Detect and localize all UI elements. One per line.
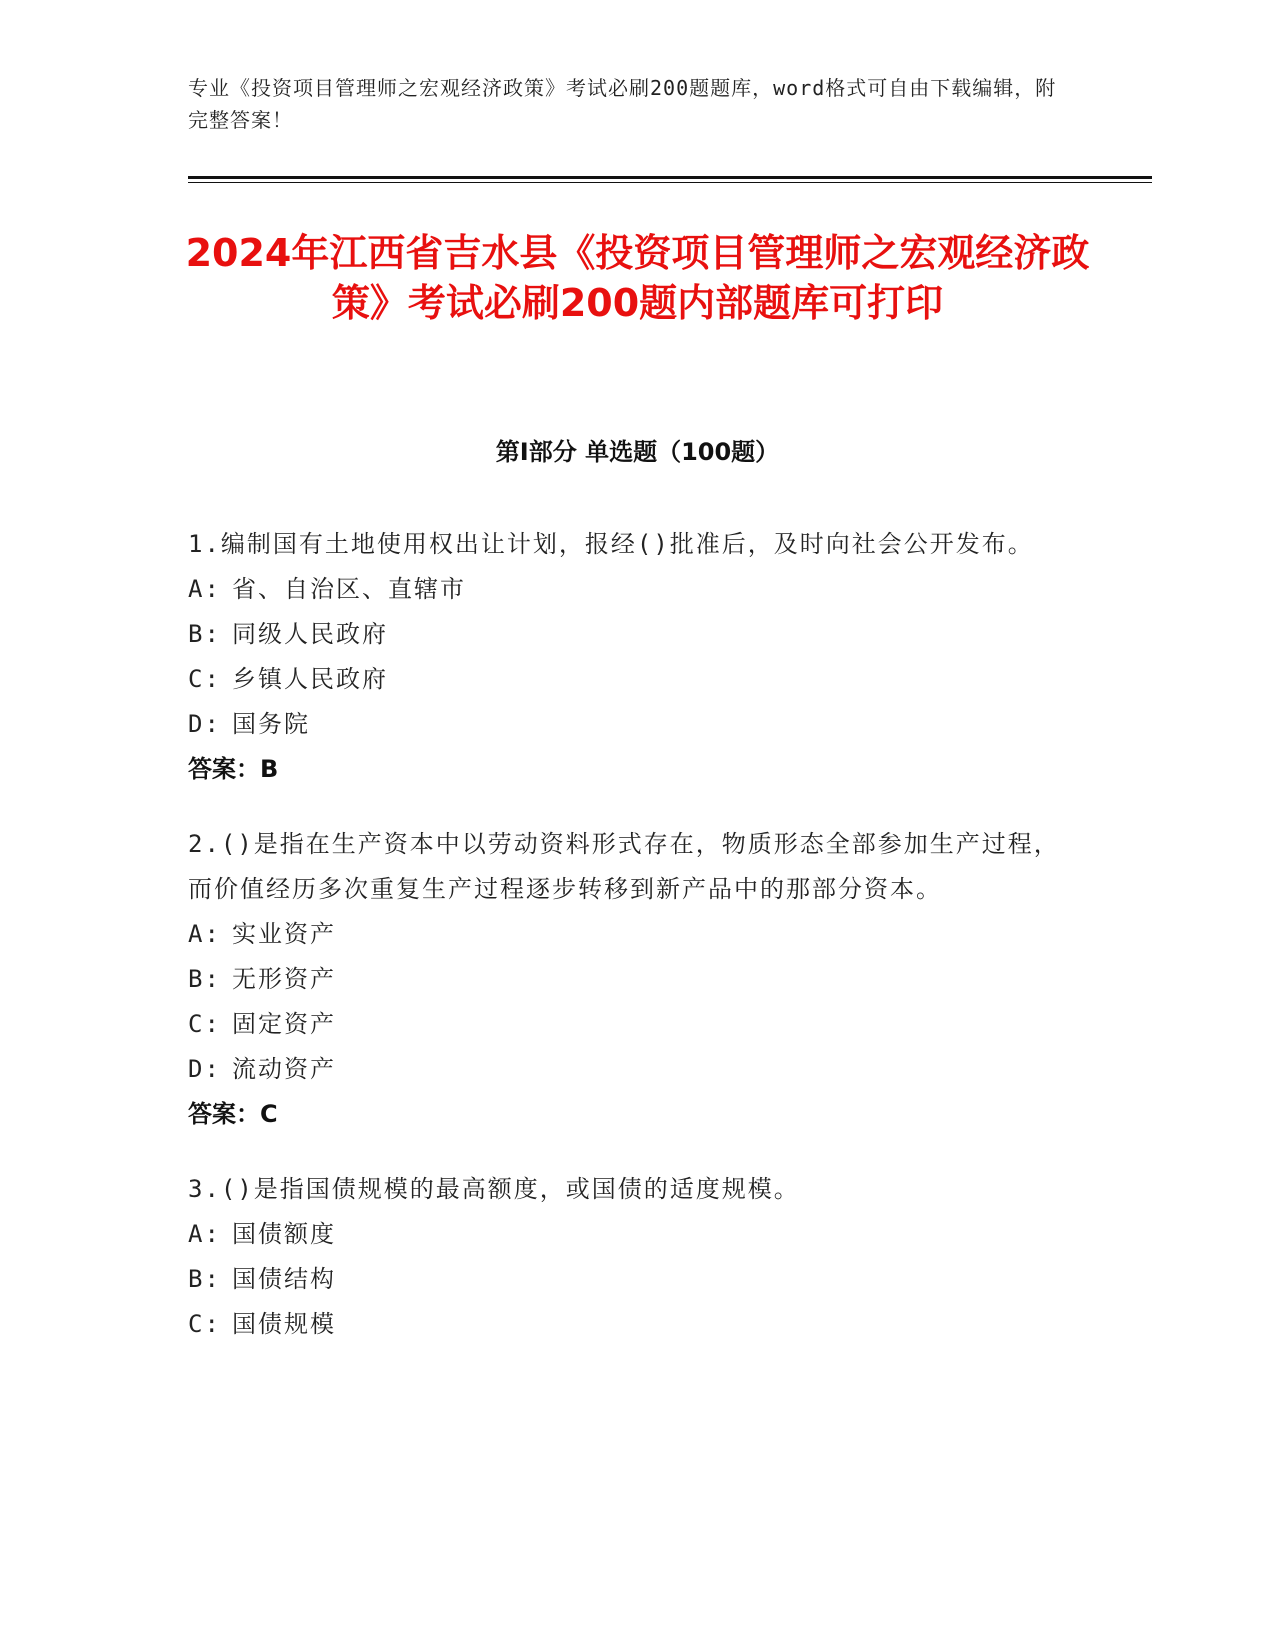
option-key: D:	[188, 710, 221, 738]
option-key: B:	[188, 965, 221, 993]
option-a	[188, 567, 1068, 612]
option-text: 同级人民政府	[232, 620, 388, 648]
option-key: A:	[188, 920, 221, 948]
question-list	[188, 522, 1068, 1377]
option-text: 无形资产	[232, 965, 336, 993]
option-key: C:	[188, 1310, 221, 1338]
option-key: B:	[188, 620, 221, 648]
question-stem: 1.编制国有土地使用权出让计划，报经()批准后，及时向社会公开发布。	[188, 530, 1034, 558]
option-key: C:	[188, 1010, 221, 1038]
answer-line: 答案：B	[188, 755, 279, 783]
option-b	[188, 612, 1068, 657]
option-text: 省、自治区、直辖市	[232, 575, 466, 603]
option-key: A:	[188, 575, 221, 603]
option-text: 固定资产	[232, 1010, 336, 1038]
option-key: B:	[188, 1265, 221, 1293]
option-key: C:	[188, 665, 221, 693]
option-text: 流动资产	[232, 1055, 336, 1083]
option-a	[188, 1212, 1068, 1257]
option-b	[188, 1257, 1068, 1302]
question-stem: 2.()是指在生产资本中以劳动资料形式存在，物质形态全部参加生产过程，而价值经历多次重复生产过程逐步转移到新产品中的那部分资本。	[188, 830, 1060, 903]
header-note: 专业《投资项目管理师之宏观经济政策》考试必刷200题题库，word格式可自由下载编辑，附完整答案！	[188, 76, 1057, 132]
question-3	[188, 1167, 1068, 1347]
option-text: 国债额度	[232, 1220, 336, 1248]
option-text: 国务院	[232, 710, 310, 738]
option-text: 乡镇人民政府	[232, 665, 388, 693]
option-d	[188, 702, 1068, 747]
header-rule-thin	[188, 182, 1152, 183]
option-d	[188, 1047, 1068, 1092]
option-c	[188, 1002, 1068, 1047]
option-text: 国债规模	[232, 1310, 336, 1338]
option-c	[188, 657, 1068, 702]
question-1	[188, 522, 1068, 792]
option-c	[188, 1302, 1068, 1347]
option-text: 国债结构	[232, 1265, 336, 1293]
option-a	[188, 912, 1068, 957]
option-text: 实业资产	[232, 920, 336, 948]
answer-line: 答案：C	[188, 1100, 278, 1128]
question-2	[188, 822, 1068, 1137]
header-rule-thick	[188, 176, 1152, 179]
option-b	[188, 957, 1068, 1002]
document-title: 2024年江西省吉水县《投资项目管理师之宏观经济政策》考试必刷200题内部题库可打印	[185, 231, 1090, 325]
section-title: 第Ⅰ部分 单选题（100题）	[495, 438, 780, 466]
option-key: D:	[188, 1055, 221, 1083]
question-stem: 3.()是指国债规模的最高额度，或国债的适度规模。	[188, 1175, 800, 1203]
option-key: A:	[188, 1220, 221, 1248]
